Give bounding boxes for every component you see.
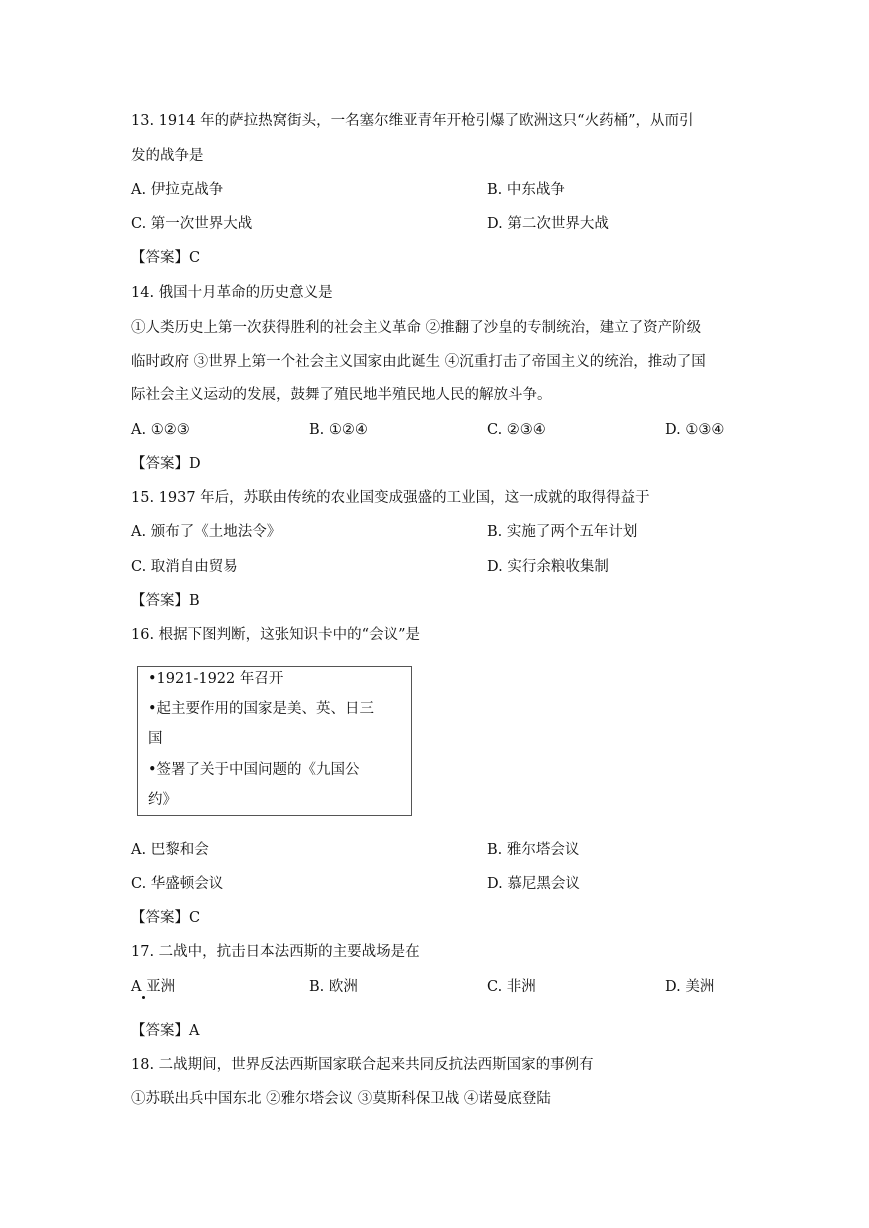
- q17-option-c: C. 非洲: [487, 979, 536, 995]
- q15-option-b: B. 实施了两个五年计划: [487, 524, 638, 540]
- q14-statement-line2: 临时政府 ③世界上第一个社会主义国家由此诞生 ④沉重打击了帝国主义的统治，推动了国: [131, 354, 706, 370]
- q18-statement-line1: ①苏联出兵中国东北 ②雅尔塔会议 ③莫斯科保卫战 ④诺曼底登陆: [131, 1091, 551, 1107]
- q17-option-a: A 亚洲: [131, 979, 176, 995]
- q14-option-c: C. ②③④: [487, 422, 546, 438]
- card-item-2-line2: 国: [148, 731, 163, 747]
- q14-statement-line3: 际社会主义运动的发展，鼓舞了殖民地半殖民地人民的解放斗争。: [131, 387, 552, 403]
- q13-option-c: C. 第一次世界大战: [131, 216, 253, 232]
- card-item-1: •1921-1922 年召开: [148, 671, 284, 687]
- q15-option-c: C. 取消自由贸易: [131, 559, 238, 575]
- q15-answer: 【答案】B: [131, 593, 200, 609]
- q17-answer: 【答案】A: [131, 1023, 200, 1039]
- q16-option-a: A. 巴黎和会: [131, 842, 209, 858]
- card-item-3-line2: 约》: [148, 792, 177, 808]
- q13-stem-line2: 发的战争是: [131, 148, 204, 164]
- knowledge-card: [137, 666, 412, 816]
- q17-option-d: D. 美洲: [665, 979, 715, 995]
- q14-option-b: B. ①②④: [309, 422, 368, 438]
- stray-dot-mark: [142, 996, 145, 999]
- q13-answer: 【答案】C: [131, 250, 201, 266]
- q14-answer: 【答案】D: [131, 456, 201, 472]
- q17-stem: 17. 二战中，抗击日本法西斯的主要战场是在: [131, 944, 420, 960]
- q14-statement-line1: ①人类历史上第一次获得胜利的社会主义革命 ②推翻了沙皇的专制统治，建立了资产阶级: [131, 320, 702, 336]
- q16-stem: 16. 根据下图判断，这张知识卡中的“会议”是: [131, 627, 420, 643]
- q15-option-d: D. 实行余粮收集制: [487, 559, 609, 575]
- q13-option-b: B. 中东战争: [487, 182, 565, 198]
- q13-option-d: D. 第二次世界大战: [487, 216, 609, 232]
- q13-option-a: A. 伊拉克战争: [131, 182, 224, 198]
- q14-option-d: D. ①③④: [665, 422, 725, 438]
- q16-option-c: C. 华盛顿会议: [131, 876, 224, 892]
- q14-option-a: A. ①②③: [131, 422, 190, 438]
- q16-answer: 【答案】C: [131, 910, 201, 926]
- q17-option-b: B. 欧洲: [309, 979, 358, 995]
- q13-stem-line1: 13. 1914 年的萨拉热窝街头，一名塞尔维亚青年开枪引爆了欧洲这只“火药桶”，从而引: [131, 113, 694, 129]
- card-item-3-line1: •签署了关于中国问题的《九国公: [148, 762, 360, 778]
- q15-option-a: A. 颁布了《土地法令》: [131, 524, 282, 540]
- q14-stem: 14. 俄国十月革命的历史意义是: [131, 285, 333, 301]
- q16-option-d: D. 慕尼黑会议: [487, 876, 580, 892]
- q15-stem: 15. 1937 年后，苏联由传统的农业国变成强盛的工业国，这一成就的取得得益于: [131, 490, 650, 506]
- card-item-2-line1: •起主要作用的国家是美、英、日三: [148, 701, 375, 717]
- q18-stem: 18. 二战期间，世界反法西斯国家联合起来共同反抗法西斯国家的事例有: [131, 1057, 594, 1073]
- q16-option-b: B. 雅尔塔会议: [487, 842, 580, 858]
